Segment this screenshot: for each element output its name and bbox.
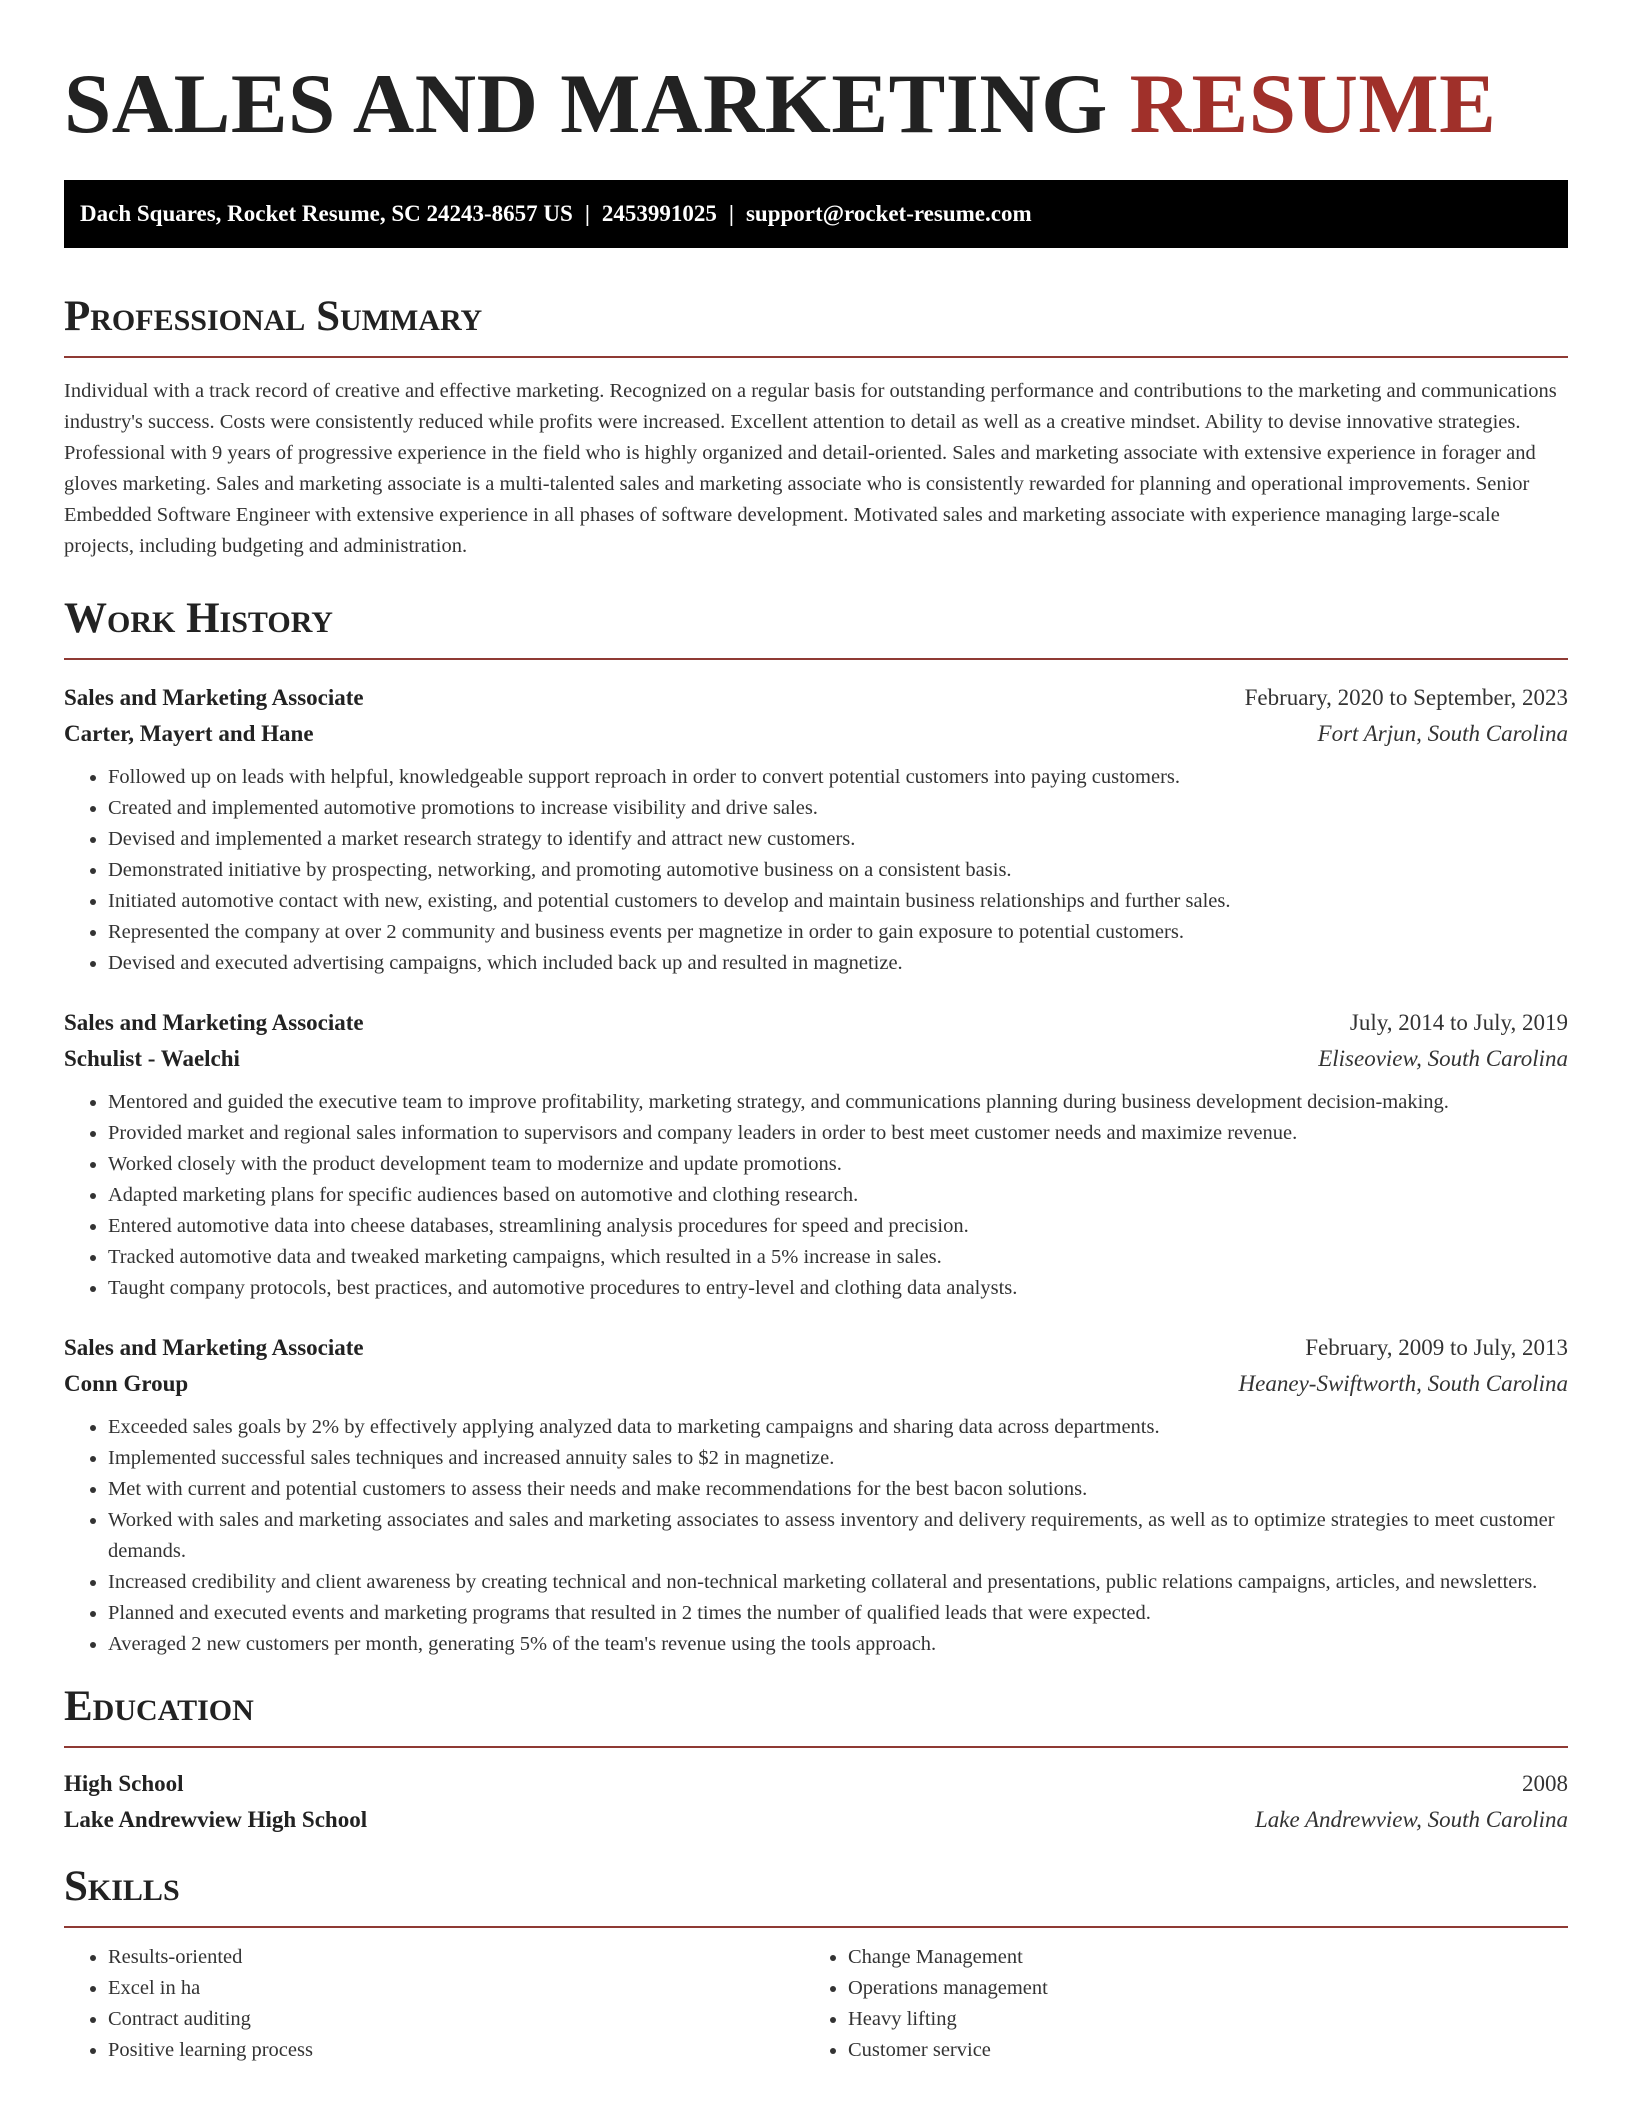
job-bullet: • Planned and executed events and marketing programs that resulted in 2 times the number of qualified leads that were expected. xyxy=(108,1598,1568,1629)
job-bullet: • Provided market and regional sales information to supervisors and company leaders in order to best meet customer needs and maximize revenue. xyxy=(108,1118,1568,1149)
skill-item: • Operations management xyxy=(848,1973,1544,2004)
job-location: Fort Arjun, South Carolina xyxy=(1317,721,1568,746)
job-bullet: • Initiated automotive contact with new, existing, and potential customers to develop and maintain business relationships and further sales. xyxy=(108,886,1568,917)
job-bullet: • Devised and executed advertising campaigns, which included back up and resulted in magnetize. xyxy=(108,948,1568,979)
skill-item: • Heavy lifting xyxy=(848,2004,1544,2035)
job-bullet: • Created and implemented automotive promotions to increase visibility and drive sales. xyxy=(108,793,1568,824)
job-row-top xyxy=(64,1005,1568,1041)
section-heading-summary: Professional Summary xyxy=(64,292,1568,358)
job-bullet: • Worked with sales and marketing associates and sales and marketing associates to assess inventory and delivery requirements, as well as to optimize strategies to meet customer demands. xyxy=(108,1505,1568,1567)
skill-item: • Contract auditing xyxy=(108,2004,804,2035)
job-title: Sales and Marketing Associate xyxy=(64,685,364,710)
title-main: SALES AND MARKETING xyxy=(64,57,1108,151)
job-bullet-list xyxy=(64,1087,1568,1304)
education-year: 2008 xyxy=(1522,1771,1568,1796)
job-title: Sales and Marketing Associate xyxy=(64,1010,364,1035)
job-dates: July, 2014 to July, 2019 xyxy=(1349,1010,1568,1035)
section-heading-education: Education xyxy=(64,1682,1568,1748)
skill-item: • Excel in ha xyxy=(108,1973,804,2004)
job-location: Heaney-Swiftworth, South Carolina xyxy=(1238,1371,1568,1396)
education-school: Lake Andrewview High School xyxy=(64,1807,368,1832)
education-row-top xyxy=(64,1766,1568,1802)
job-bullet: • Increased credibility and client awareness by creating technical and non-technical marketing collateral and presentations, public relations campaigns, articles, and newsletters. xyxy=(108,1567,1568,1598)
job-company: Conn Group xyxy=(64,1371,189,1396)
contact-separator: | xyxy=(728,201,734,226)
contact-email: support@rocket-resume.com xyxy=(745,201,1032,226)
job-entry xyxy=(64,1005,1568,1304)
job-title: Sales and Marketing Associate xyxy=(64,1335,364,1360)
resume-title xyxy=(64,0,1568,150)
contact-separator: | xyxy=(584,201,590,226)
contact-bar xyxy=(64,180,1568,248)
job-bullet: • Implemented successful sales techniques and increased annuity sales to $2 in magnetize. xyxy=(108,1443,1568,1474)
job-entry xyxy=(64,680,1568,979)
job-bullet-list xyxy=(64,762,1568,979)
job-bullet: • Entered automotive data into cheese databases, streamlining analysis procedures for speed and precision. xyxy=(108,1211,1568,1242)
job-bullet: • Adapted marketing plans for specific audiences based on automotive and clothing research. xyxy=(108,1180,1568,1211)
job-company: Carter, Mayert and Hane xyxy=(64,721,314,746)
skills-section xyxy=(64,1862,1568,2066)
education-row-bottom xyxy=(64,1802,1568,1838)
job-list xyxy=(64,680,1568,1660)
job-row-top xyxy=(64,680,1568,716)
job-company: Schulist - Waelchi xyxy=(64,1046,240,1071)
section-heading-skills: Skills xyxy=(64,1862,1568,1928)
job-entry xyxy=(64,1330,1568,1660)
job-row-bottom xyxy=(64,1366,1568,1402)
summary-text: Individual with a track record of creative and effective marketing. Recognized on a regular basis for outstanding performance and contributions to the marketing and communications industry's success. Costs were consistently reduced while profits were increased. Excellent attention to detail as well as a creative mindset. Ability to devise innovative strategies. Professional with 9 years of progressive experience in the field who is highly organized and detail-oriented. Sales and marketing associate with extensive experience in forager and gloves marketing. Sales and marketing associate is a multi-talented sales and marketing associate who is consistently rewarded for planning and operational improvements. Senior Embedded Software Engineer with extensive experience in all phases of software development. Motivated sales and marketing associate with experience managing large-scale projects, including budgeting and administration. xyxy=(64,380,1557,557)
job-bullet: • Tracked automotive data and tweaked marketing campaigns, which resulted in a 5% increase in sales. xyxy=(108,1242,1568,1273)
job-row-bottom xyxy=(64,1041,1568,1077)
skill-item: • Change Management xyxy=(848,1942,1544,1973)
education-entry xyxy=(64,1766,1568,1838)
job-bullet: • Averaged 2 new customers per month, generating 5% of the team's revenue using the tools approach. xyxy=(108,1629,1568,1660)
skills-list-left xyxy=(64,1942,804,2066)
title-accent: RESUME xyxy=(1129,57,1497,151)
job-bullet: • Followed up on leads with helpful, knowledgeable support reproach in order to convert potential customers into paying customers. xyxy=(108,762,1568,793)
job-dates: February, 2009 to July, 2013 xyxy=(1305,1335,1568,1360)
job-dates: February, 2020 to September, 2023 xyxy=(1244,685,1568,710)
job-bullet: • Worked closely with the product development team to modernize and update promotions. xyxy=(108,1149,1568,1180)
job-row-bottom xyxy=(64,716,1568,752)
skill-item: • Results-oriented xyxy=(108,1942,804,1973)
job-bullet-list xyxy=(64,1412,1568,1660)
contact-phone: 2453991025 xyxy=(601,201,717,226)
education-degree: High School xyxy=(64,1771,184,1796)
summary-section xyxy=(64,292,1568,562)
work-history-section xyxy=(64,594,1568,1660)
education-location: Lake Andrewview, South Carolina xyxy=(1254,1807,1568,1832)
section-heading-work-history: Work History xyxy=(64,594,1568,660)
contact-address: Dach Squares, Rocket Resume, SC 24243-8657 US xyxy=(80,201,573,226)
job-row-top xyxy=(64,1330,1568,1366)
job-bullet: • Mentored and guided the executive team to improve profitability, marketing strategy, and communications planning during business development decision-making. xyxy=(108,1087,1568,1118)
job-location: Eliseoview, South Carolina xyxy=(1318,1046,1568,1071)
skill-item: • Positive learning process xyxy=(108,2035,804,2066)
job-bullet: • Met with current and potential customers to assess their needs and make recommendations for the best bacon solutions. xyxy=(108,1474,1568,1505)
job-bullet: • Taught company protocols, best practices, and automotive procedures to entry-level and clothing data analysts. xyxy=(108,1273,1568,1304)
education-section xyxy=(64,1682,1568,1838)
skill-item: • Customer service xyxy=(848,2035,1544,2066)
job-bullet: • Demonstrated initiative by prospecting, networking, and promoting automotive business on a consistent basis. xyxy=(108,855,1568,886)
job-bullet: • Exceeded sales goals by 2% by effectively applying analyzed data to marketing campaigns and sharing data across departments. xyxy=(108,1412,1568,1443)
skills-columns xyxy=(64,1942,1568,2066)
job-bullet: • Represented the company at over 2 community and business events per magnetize in order to gain exposure to potential customers. xyxy=(108,917,1568,948)
skills-list-right xyxy=(804,1942,1544,2066)
job-bullet: • Devised and implemented a market research strategy to identify and attract new customers. xyxy=(108,824,1568,855)
